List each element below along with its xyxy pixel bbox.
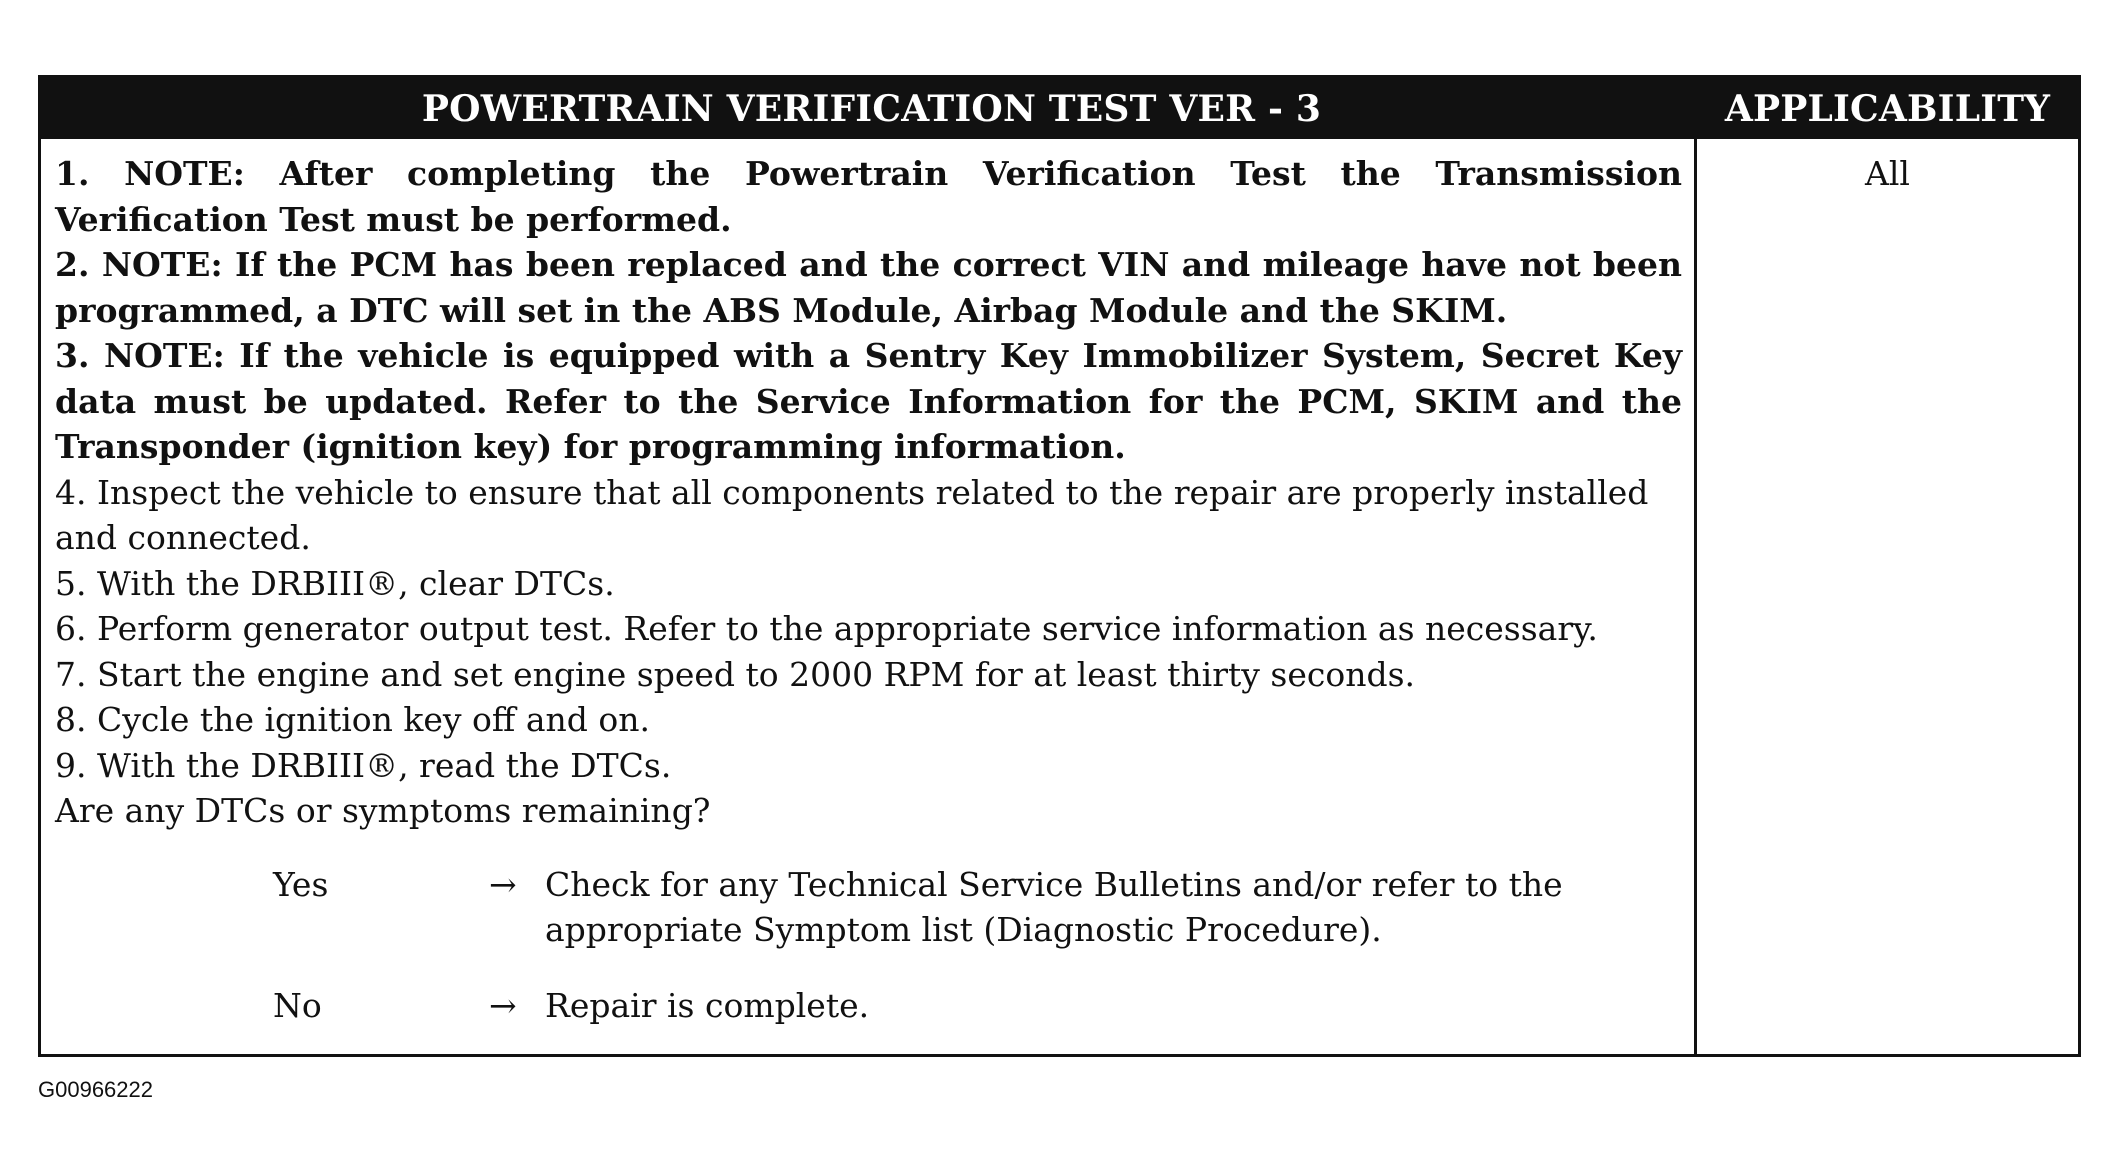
note-3: 3. NOTE: If the vehicle is equipped with a Sentry Key Immobilizer System, Secret Key data must be updated. Refer to the Service Information for the PCM, SKIM and the Transponder (ignition key) for programming information. xyxy=(55,336,1682,466)
answer-no-label: No xyxy=(273,985,322,1025)
arrow-right-icon: → xyxy=(489,864,517,904)
note-1: 1. NOTE: After completing the Powertrain Verification Test the Transmission Verification Test must be performed. xyxy=(55,154,1682,239)
applicability-value: All xyxy=(1865,154,1910,193)
step-5: 5. With the DRBIII®, clear DTCs. xyxy=(55,563,615,603)
step-4: 4. Inspect the vehicle to ensure that all components related to the repair are properly installed and connected. xyxy=(55,472,1649,557)
figure-id: G00966222 xyxy=(38,1077,153,1102)
step-6: 6. Perform generator output test. Refer to the appropriate service information as necessary. xyxy=(55,609,1598,648)
step-9: 9. With the DRBIII®, read the DTCs. xyxy=(55,745,672,785)
applicability-cell xyxy=(1694,139,2078,1054)
procedure-table xyxy=(38,75,2081,1057)
question: Are any DTCs or symptoms remaining? xyxy=(55,791,711,830)
note-2: 2. NOTE: If the PCM has been replaced and the correct VIN and mileage have not been programmed, a DTC will set in the ABS Module, Airbag Module and the SKIM. xyxy=(55,245,1682,330)
applicability-header: APPLICABILITY xyxy=(1694,78,2078,139)
procedure-body xyxy=(41,139,1694,1054)
arrow-right-icon: → xyxy=(489,985,517,1025)
answer-yes-text: Check for any Technical Service Bulletins and/or refer to the appropriate Symptom list (Diagnostic Procedure). xyxy=(545,864,1563,949)
answer-no-text: Repair is complete. xyxy=(545,985,870,1025)
answer-no xyxy=(273,983,1682,1029)
step-7: 7. Start the engine and set engine speed to 2000 RPM for at least thirty seconds. xyxy=(55,654,1416,694)
test-title-header: POWERTRAIN VERIFICATION TEST VER - 3 xyxy=(41,78,1694,139)
step-8: 8. Cycle the ignition key off and on. xyxy=(55,700,650,739)
answer-list xyxy=(55,862,1682,1029)
answer-yes-label: Yes xyxy=(273,864,329,904)
answer-yes xyxy=(273,862,1682,953)
